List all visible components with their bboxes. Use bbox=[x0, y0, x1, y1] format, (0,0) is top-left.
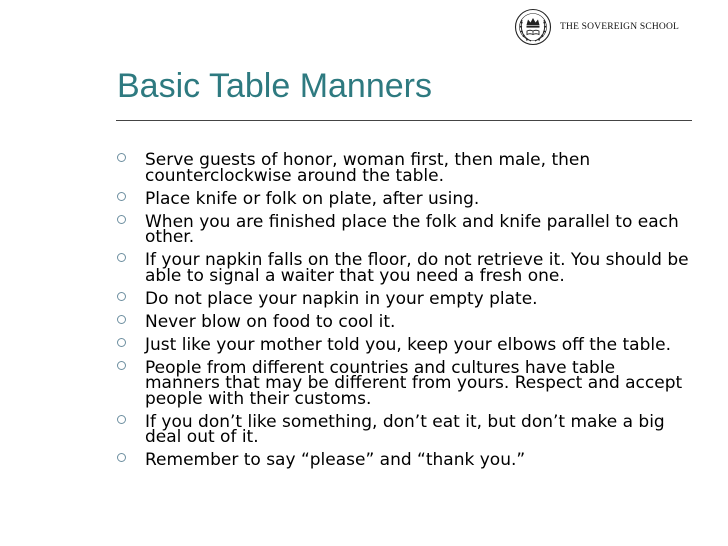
list-item-text: Place knife or folk on plate, after using. bbox=[145, 188, 480, 209]
list-item-text: People from different countries and cultures have table manners that may be different from yours. Respect and accept people with their customs. bbox=[145, 357, 683, 409]
bullet-circle-icon bbox=[117, 192, 126, 201]
bullet-circle-icon bbox=[117, 292, 126, 301]
list-item bbox=[113, 411, 693, 448]
bullet-circle-icon bbox=[117, 415, 126, 424]
list-item bbox=[113, 188, 693, 209]
bullet-circle-icon bbox=[117, 153, 126, 162]
bullet-circle-icon bbox=[117, 253, 126, 262]
bullet-circle-icon bbox=[117, 453, 126, 462]
list-item bbox=[113, 311, 693, 332]
list-item-text: Do not place your napkin in your empty plate. bbox=[145, 288, 538, 309]
list-item-text: If your napkin falls on the floor, do not retrieve it. You should be able to signal a waiter that you need a fresh one. bbox=[145, 250, 689, 286]
list-item bbox=[113, 450, 693, 471]
bullet-circle-icon bbox=[117, 315, 126, 324]
title-divider bbox=[116, 120, 692, 121]
school-name: THE SOVEREIGN SCHOOL bbox=[560, 22, 680, 32]
list-item bbox=[113, 288, 693, 309]
bullet-list bbox=[113, 150, 693, 476]
school-logo bbox=[514, 8, 679, 46]
list-item bbox=[113, 150, 693, 186]
list-item bbox=[113, 250, 693, 286]
bullet-circle-icon bbox=[117, 215, 126, 224]
school-crest-icon bbox=[514, 8, 552, 46]
list-item-text: When you are finished place the folk and knife parallel to each other. bbox=[145, 211, 679, 248]
list-item bbox=[113, 211, 693, 248]
bullet-circle-icon bbox=[117, 338, 126, 347]
list-item-text: Serve guests of honor, woman first, then male, then counterclockwise around the table. bbox=[145, 150, 591, 186]
list-item-text: Just like your mother told you, keep your elbows off the table. bbox=[145, 334, 671, 355]
bullet-circle-icon bbox=[117, 361, 126, 370]
list-item-text: Remember to say “please” and “thank you.” bbox=[145, 450, 526, 471]
list-item bbox=[113, 334, 693, 355]
slide-title: Basic Table Manners bbox=[117, 67, 432, 105]
list-item-text: Never blow on food to cool it. bbox=[145, 311, 396, 332]
list-item-text: If you don’t like something, don’t eat it, but don’t make a big deal out of it. bbox=[145, 411, 665, 448]
list-item bbox=[113, 357, 693, 409]
